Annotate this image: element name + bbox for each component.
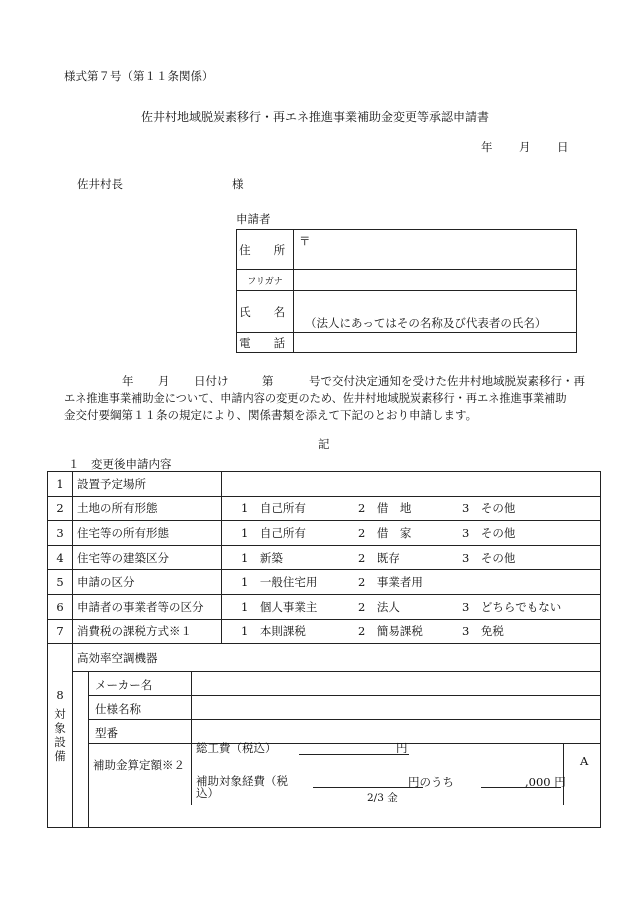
body-year: 年	[122, 374, 134, 388]
equipment-section	[48, 644, 600, 827]
option[interactable]: 1 個人事業主	[241, 599, 318, 614]
furigana-row[interactable]	[237, 270, 576, 291]
row-item: 設置予定場所	[72, 472, 222, 496]
option[interactable]: 1 本則課税	[241, 624, 306, 639]
form-number: 様式第７号（第１１条関係）	[64, 69, 214, 83]
table-row[interactable]	[48, 620, 600, 645]
postal-mark: 〒	[299, 234, 311, 248]
equipment-category-row	[72, 644, 600, 672]
calc-label: 補助金算定額※２	[93, 758, 185, 773]
maker-row[interactable]	[88, 672, 600, 696]
body-line2: エネ推進事業補助金について、申請内容の変更のため、佐井村地域脱炭素移行・再エネ推進事業補助	[64, 392, 567, 405]
option[interactable]: 3 免税	[462, 624, 504, 639]
row-options	[222, 521, 600, 545]
fraction-label: 2/3 金	[367, 792, 398, 805]
option[interactable]: 3 その他	[462, 550, 516, 565]
address-row[interactable]	[237, 230, 576, 270]
row-item: 住宅等の建築区分	[72, 546, 222, 570]
row-options	[222, 546, 600, 570]
equipment-number-cell	[48, 644, 73, 827]
calc-row	[88, 741, 600, 827]
body-day: 日付け	[194, 374, 229, 388]
spec-label: 仕様名称	[95, 702, 141, 717]
equipment-number: 8	[56, 688, 64, 703]
name-label: 氏 名	[237, 291, 294, 332]
phone-label: 電 話	[237, 333, 294, 353]
equipment-label-char: 象	[54, 721, 66, 736]
mark-a: A	[580, 754, 589, 769]
option[interactable]: 2 借 地	[358, 501, 412, 516]
spec-row[interactable]	[88, 696, 600, 720]
row-number: 5	[48, 570, 73, 594]
equipment-detail	[72, 644, 600, 827]
row-options	[222, 570, 600, 594]
table-row[interactable]	[48, 472, 600, 497]
total-label: 総工費（税込）	[196, 741, 277, 756]
row-item: 住宅等の所有形態	[72, 521, 222, 545]
date-month: 月	[519, 140, 531, 154]
body-line3: 金交付要綱第１１条の規定により、関係書類を添えて下記のとおり申請します。	[64, 408, 478, 422]
option[interactable]: 1 新築	[241, 550, 283, 565]
row-options	[222, 595, 600, 619]
equipment-category: 高効率空調機器	[77, 651, 158, 666]
body-line1-rest: 号で交付決定通知を受けた佐井村地域脱炭素移行・再	[309, 374, 585, 388]
option[interactable]: 1 一般住宅用	[241, 575, 318, 590]
table-row[interactable]	[48, 497, 600, 522]
option[interactable]: 2 既存	[358, 550, 400, 565]
date-day: 日	[557, 140, 569, 154]
body-dai: 第	[262, 374, 274, 388]
row-options	[222, 497, 600, 521]
row-item: 申請の区分	[72, 570, 222, 594]
divider	[191, 672, 192, 696]
furigana-label: フリガナ	[237, 270, 294, 290]
model-label: 型番	[95, 726, 118, 741]
total-amount-field[interactable]	[299, 740, 409, 755]
row-number: 4	[48, 546, 73, 570]
name-note: （法人にあってはその名称及び代表者の氏名）	[305, 316, 547, 330]
divider	[191, 696, 192, 720]
row-number: 2	[48, 497, 73, 521]
total-yen: 円	[396, 741, 408, 756]
row-item: 土地の所有形態	[72, 497, 222, 521]
document-title: 佐井村地域脱炭素移行・再エネ推進事業補助金変更等承認申請書	[140, 110, 489, 124]
option[interactable]: 2 借 家	[358, 525, 412, 540]
option[interactable]: 2 法人	[358, 599, 400, 614]
row-number: 7	[48, 620, 73, 644]
option[interactable]: 1 自己所有	[241, 501, 306, 516]
divider	[191, 720, 192, 744]
row-number: 6	[48, 595, 73, 619]
equipment-label-char: 対	[54, 707, 66, 722]
table-row[interactable]	[48, 521, 600, 546]
name-row[interactable]	[237, 291, 576, 333]
addressee-name: 佐井村長	[77, 177, 123, 191]
row-number: 1	[48, 472, 73, 496]
eligible-yen-of: 円のうち	[408, 775, 454, 790]
body-month: 月	[158, 374, 170, 388]
option[interactable]: 2 簡易課税	[358, 624, 423, 639]
option[interactable]: 2 事業者用	[358, 575, 423, 590]
row-options[interactable]	[222, 472, 600, 496]
row-item: 申請者の事業者等の区分	[72, 595, 222, 619]
equipment-label-char: 設	[54, 735, 66, 750]
section1-heading: １ 変更後申請内容	[68, 457, 172, 471]
amount-suffix: ,000 円	[525, 775, 566, 790]
addressee-honorific: 様	[232, 177, 244, 191]
table-row[interactable]	[48, 546, 600, 571]
row-options	[222, 620, 600, 644]
phone-row[interactable]	[237, 333, 576, 353]
applicant-heading: 申請者	[236, 212, 271, 226]
option[interactable]: 3 その他	[462, 525, 516, 540]
date-year: 年	[481, 140, 493, 154]
ki-heading: 記	[318, 437, 330, 451]
row-item: 消費税の課税方式※１	[72, 620, 222, 644]
address-label: 住 所	[237, 230, 294, 269]
applicant-table	[236, 229, 577, 353]
row-number: 3	[48, 521, 73, 545]
equipment-label-char: 備	[54, 749, 66, 764]
table-row[interactable]	[48, 570, 600, 595]
option[interactable]: 3 その他	[462, 501, 516, 516]
eligible-label: 補助対象経費（税込）	[196, 774, 288, 801]
maker-label: メーカー名	[95, 678, 153, 693]
divider	[191, 744, 192, 805]
option[interactable]: 3 どちらでもない	[462, 599, 562, 614]
eligible-amount-field[interactable]	[313, 772, 423, 788]
application-table	[47, 471, 601, 828]
option[interactable]: 1 自己所有	[241, 525, 306, 540]
table-row[interactable]	[48, 595, 600, 620]
